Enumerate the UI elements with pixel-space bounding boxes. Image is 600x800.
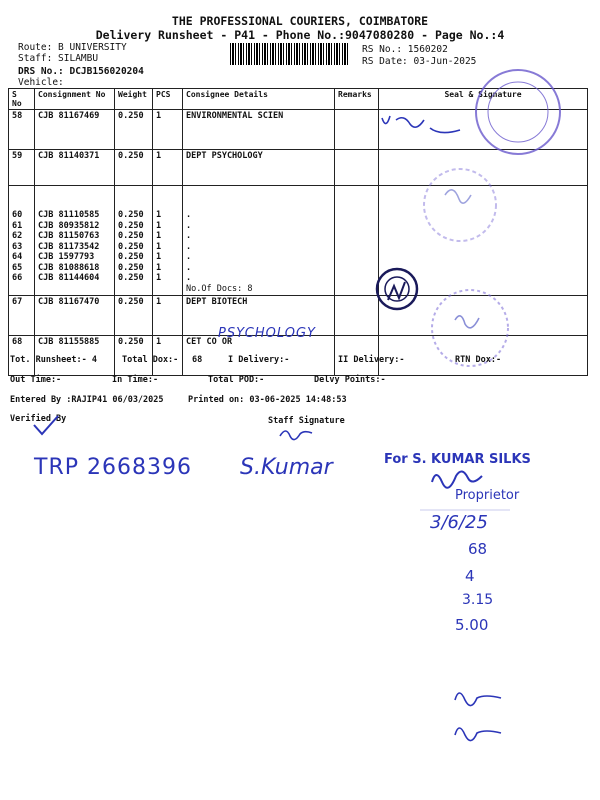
row-details-line: CET CO OR bbox=[186, 337, 233, 347]
row-consignment-line: CJB 81167469 bbox=[38, 111, 100, 121]
row-weight-line: 0.250 bbox=[118, 210, 144, 220]
row-weight-line: 0.250 bbox=[118, 262, 144, 273]
faded-stamp-mid bbox=[424, 169, 496, 241]
printed-on: Printed on: 03-06-2025 14:48:53 bbox=[188, 395, 347, 405]
row-consignment-line: CJB 81167470 bbox=[38, 297, 100, 307]
entered-by: Entered By :RAJIP41 06/03/2025 bbox=[10, 395, 164, 405]
proprietor-signature bbox=[432, 471, 482, 487]
verified-by: Verified By bbox=[10, 414, 67, 424]
department-stamp-top bbox=[476, 70, 560, 154]
row-pcs-line: 1 bbox=[156, 231, 162, 241]
verified-tick-mark bbox=[34, 416, 58, 434]
rtn-dox: RTN Dox:- bbox=[455, 355, 502, 365]
row-pcs-line: 1 bbox=[156, 111, 162, 121]
row-weight-line: 0.250 bbox=[118, 220, 144, 231]
row-pcs-line: 1 bbox=[156, 262, 162, 273]
col-consignment: Consignment No bbox=[35, 89, 115, 110]
col-weight: Weight bbox=[115, 89, 153, 110]
row-sno-line: 62 bbox=[12, 231, 23, 241]
company-title: THE PROFESSIONAL COURIERS, COIMBATORE bbox=[171, 14, 429, 28]
col-remarks: Remarks bbox=[335, 89, 379, 110]
total-pod: Total POD:- bbox=[208, 375, 265, 385]
runsheet-subtitle: Delivery Runsheet - P41 - Phone No.:9047080280 - Page No.:4 bbox=[95, 28, 505, 42]
delvy-points: Delvy Points:- bbox=[314, 375, 386, 385]
proprietor-label: Proprietor bbox=[455, 488, 520, 503]
col-details: Consignee Details bbox=[183, 89, 335, 110]
faded-stamp-bottom bbox=[432, 290, 508, 366]
row-consignment-line: CJB 81150763 bbox=[38, 231, 100, 241]
handwritten-4: 4 bbox=[465, 567, 475, 585]
docs-count-note: No.Of Docs: 8 bbox=[186, 283, 253, 294]
row-details-line: . bbox=[186, 210, 192, 220]
handwritten-trp: TRP 2668396 bbox=[34, 455, 192, 480]
row-weight-line: 0.250 bbox=[118, 337, 144, 347]
route-label: Route: B UNIVERSITY bbox=[18, 42, 127, 53]
row-sno-line: 58 bbox=[12, 111, 23, 121]
row-sno-line: 67 bbox=[12, 297, 23, 307]
handwritten-68: 68 bbox=[468, 540, 488, 558]
row-pcs-line: 1 bbox=[156, 241, 162, 252]
ii-delivery: II Delivery:- bbox=[338, 355, 405, 365]
total-dox-value: 68 bbox=[192, 355, 203, 365]
bottom-signature-1 bbox=[455, 693, 501, 706]
row-details-line: . bbox=[186, 241, 192, 252]
in-time: In Time:- bbox=[112, 375, 159, 385]
row-sno-line: 60 bbox=[12, 210, 23, 220]
row-sno-line: 68 bbox=[12, 337, 23, 347]
row-sno-line: 66 bbox=[12, 273, 23, 283]
row-pcs-line: 1 bbox=[156, 151, 162, 161]
col-pcs: PCS bbox=[153, 89, 183, 110]
col-sno: S No bbox=[9, 89, 35, 110]
handwritten-in-time: 3.15 bbox=[462, 592, 494, 608]
total-dox-label: Total Dox:- bbox=[122, 355, 179, 365]
row-details-line: ENVIRONMENTAL SCIEN bbox=[186, 111, 284, 121]
row-details-line: . bbox=[186, 273, 192, 283]
dark-seal-stamp bbox=[377, 269, 417, 309]
handwritten-psychology: PSYCHOLOGY bbox=[218, 326, 316, 341]
row-pcs-line: 1 bbox=[156, 252, 162, 262]
row-sno-line: 59 bbox=[12, 151, 23, 161]
staff-signature-scribble bbox=[280, 431, 312, 440]
row-weight-line: 0.250 bbox=[118, 151, 144, 161]
row-consignment-line: CJB 81173542 bbox=[38, 241, 100, 252]
row-consignment-line: CJB 81155885 bbox=[38, 337, 100, 347]
row-weight-line: 0.250 bbox=[118, 231, 144, 241]
row-sno-line: 64 bbox=[12, 252, 23, 262]
row-details-line: . bbox=[186, 231, 192, 241]
row-sno-line: 63 bbox=[12, 241, 23, 252]
row-details-line: DEPT PSYCHOLOGY bbox=[186, 151, 263, 161]
row-sno-line: 65 bbox=[12, 262, 23, 273]
row-consignment-line: CJB 1597793 bbox=[38, 252, 95, 262]
row-weight-line: 0.250 bbox=[118, 241, 144, 252]
row-pcs-line: 1 bbox=[156, 220, 162, 231]
rs-date: RS Date: 03-Jun-2025 bbox=[362, 56, 477, 67]
col-signature: Seal & Signature bbox=[379, 89, 588, 110]
row-sno-line: 61 bbox=[12, 220, 23, 231]
row-weight-line: 0.250 bbox=[118, 297, 144, 307]
handwritten-name: S.Kumar bbox=[240, 455, 333, 480]
company-stamp-text: For S. KUMAR SILKS bbox=[384, 452, 531, 467]
total-runsheet: Tot. Runsheet:- 4 bbox=[10, 355, 97, 365]
row-details-line: . bbox=[186, 252, 192, 262]
drs-number: DRS No.: DCJB156020204 bbox=[18, 66, 144, 77]
row-pcs-line: 1 bbox=[156, 297, 162, 307]
row-details-line: DEPT BIOTECH bbox=[186, 297, 248, 307]
staff-label: Staff: SILAMBU bbox=[18, 53, 99, 64]
i-delivery: I Delivery:- bbox=[228, 355, 290, 365]
row-weight-line: 0.250 bbox=[118, 252, 144, 262]
row-pcs-line: 1 bbox=[156, 210, 162, 220]
row-details-line: . bbox=[186, 220, 192, 231]
row-pcs-line: 1 bbox=[156, 337, 162, 347]
row-consignment-line: CJB 81088618 bbox=[38, 262, 100, 273]
handwritten-date: 3/6/25 bbox=[430, 512, 488, 533]
row-weight-line: 0.250 bbox=[118, 273, 144, 283]
vehicle-label: Vehicle: bbox=[18, 77, 64, 88]
row-pcs-line: 1 bbox=[156, 273, 162, 283]
rs-number: RS No.: 1560202 bbox=[362, 44, 448, 55]
handwritten-out-time: 5.00 bbox=[455, 616, 489, 634]
row-details-line: . bbox=[186, 262, 192, 273]
out-time: Out Time:- bbox=[10, 375, 62, 385]
row-consignment-line: CJB 81110585 bbox=[38, 210, 100, 220]
staff-signature-label: Staff Signature bbox=[268, 416, 345, 426]
row-consignment-line: CJB 81144604 bbox=[38, 273, 100, 283]
bottom-signature-2 bbox=[455, 728, 501, 741]
row58-signature bbox=[382, 116, 460, 133]
row-weight-line: 0.250 bbox=[118, 111, 144, 121]
row-consignment-line: CJB 80935812 bbox=[38, 220, 100, 231]
row-consignment-line: CJB 81140371 bbox=[38, 151, 100, 161]
